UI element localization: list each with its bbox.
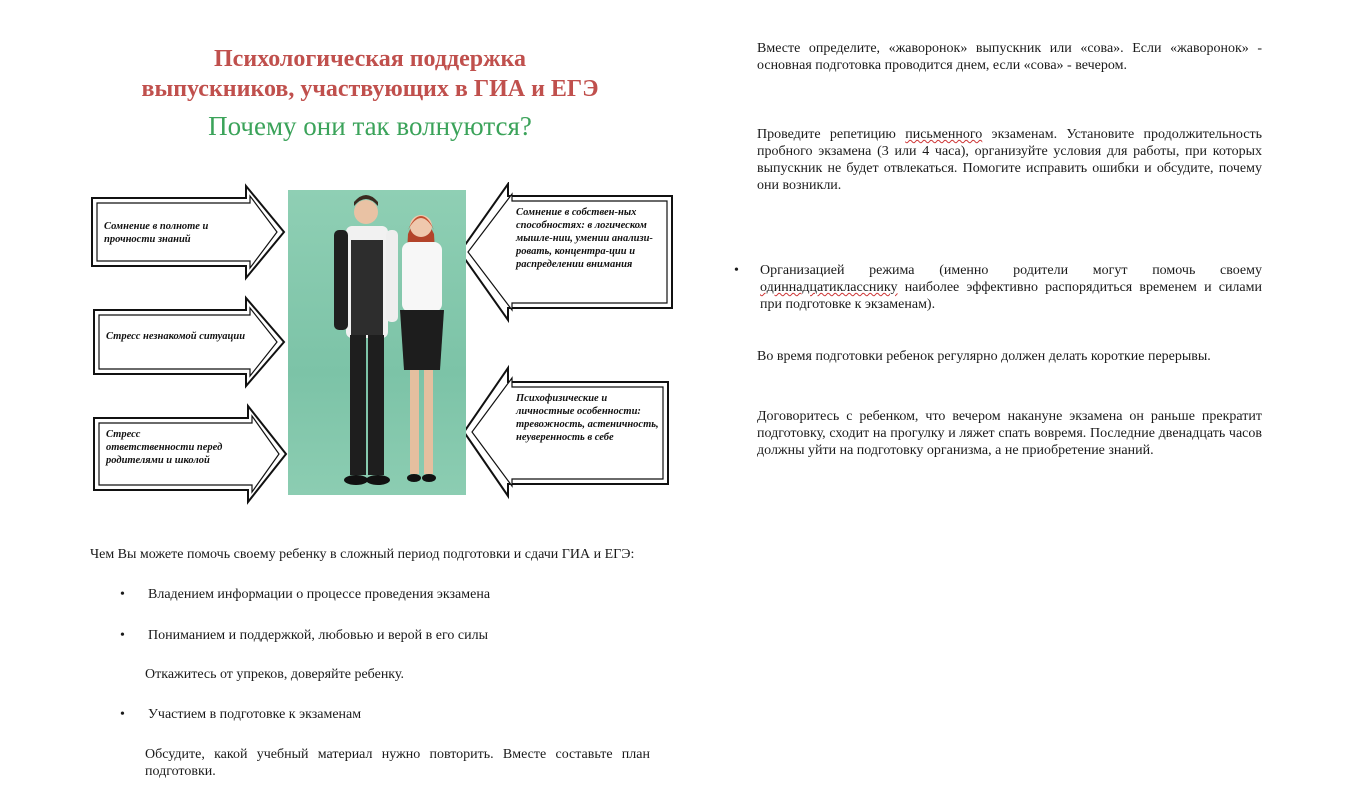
right-arrow-1-text: Сомнение в собствен-ных способностях: в логическом мышле-нии, умении анализи-ровать, концентра-ции и распределении внимания [516, 207, 653, 270]
spellcheck-word: письменного [905, 127, 983, 142]
right-para-2 [757, 126, 1262, 194]
title-line-1: Психологическая поддержка [214, 46, 526, 72]
help-para-2: Откажитесь от упреков, доверяйте ребенку. [145, 667, 405, 682]
help-para-3: Обсудите, какой учебный материал нужно повторить. Вместе составьте план подготовки. [145, 747, 650, 779]
students-illustration [288, 190, 466, 495]
spellcheck-word: одиннадцатикласснику [760, 280, 898, 295]
bullet-marker: • [120, 628, 125, 643]
left-arrow-3-text: Стресс ответственности перед родителями и школой [106, 429, 223, 466]
bullet-marker: • [120, 587, 125, 602]
help-bullet-1: Владением информации о процессе проведения экзамена [148, 587, 491, 602]
help-intro: Чем Вы можете помочь своему ребенку в сложный период подготовки и сдачи ГИА и ЕГЭ: [90, 547, 635, 562]
left-arrow-2-text: Стресс незнакомой ситуации [106, 331, 246, 342]
right-para-4: Договоритесь с ребенком, что вечером накануне экзамена он раньше прекратит подготовку, сходит на прогулку и ляжет спать вовремя. Последние двенадцать часов должны уйти на подготовку организма, а не приобретение знаний. [757, 409, 1262, 458]
right-bullet-start: Организацией режима (именно родители могут помочь своему [760, 263, 1262, 278]
right-para-2-start: Проведите репетицию [757, 127, 906, 142]
right-arrow-2-text: Психофизические и личностные особенности: тревожность, астеничность, неуверенность в себе [516, 393, 659, 443]
left-arrow-1-text: Сомнение в полноте и прочности знаний [104, 221, 209, 245]
subtitle: Почему они так волнуются? [208, 111, 532, 141]
right-para-2-end: экзаменам. Установите продолжительность пробного экзамена (3 или 4 часа), организуйте условия для работы, при которых выпускник не будет отвлекаться. Помогите исправить ошибки и обсудите, почему они возникли. [757, 127, 1262, 193]
title-line-2: выпускников, участвующих в ГИА и ЕГЭ [141, 76, 599, 102]
right-para-1: Вместе определите, «жаворонок» выпускник или «сова». Если «жаворонок» - основная подготовка проводится днем, если «сова» - вечером. [757, 41, 1262, 73]
bullet-marker: • [120, 707, 125, 722]
right-bullet-end: наиболее эффективно распорядиться временем и силами при подготовке к экзаменам). [760, 280, 1262, 312]
stress-diagram [88, 182, 678, 522]
help-bullet-3: Участием в подготовке к экзаменам [148, 707, 362, 722]
right-bullet-regime [760, 262, 1262, 313]
students-photo [288, 190, 466, 495]
bullet-marker: • [734, 263, 739, 278]
right-para-3: Во время подготовки ребенок регулярно должен делать короткие перерывы. [757, 349, 1211, 364]
help-bullet-2: Пониманием и поддержкой, любовью и верой в его силы [148, 628, 488, 643]
